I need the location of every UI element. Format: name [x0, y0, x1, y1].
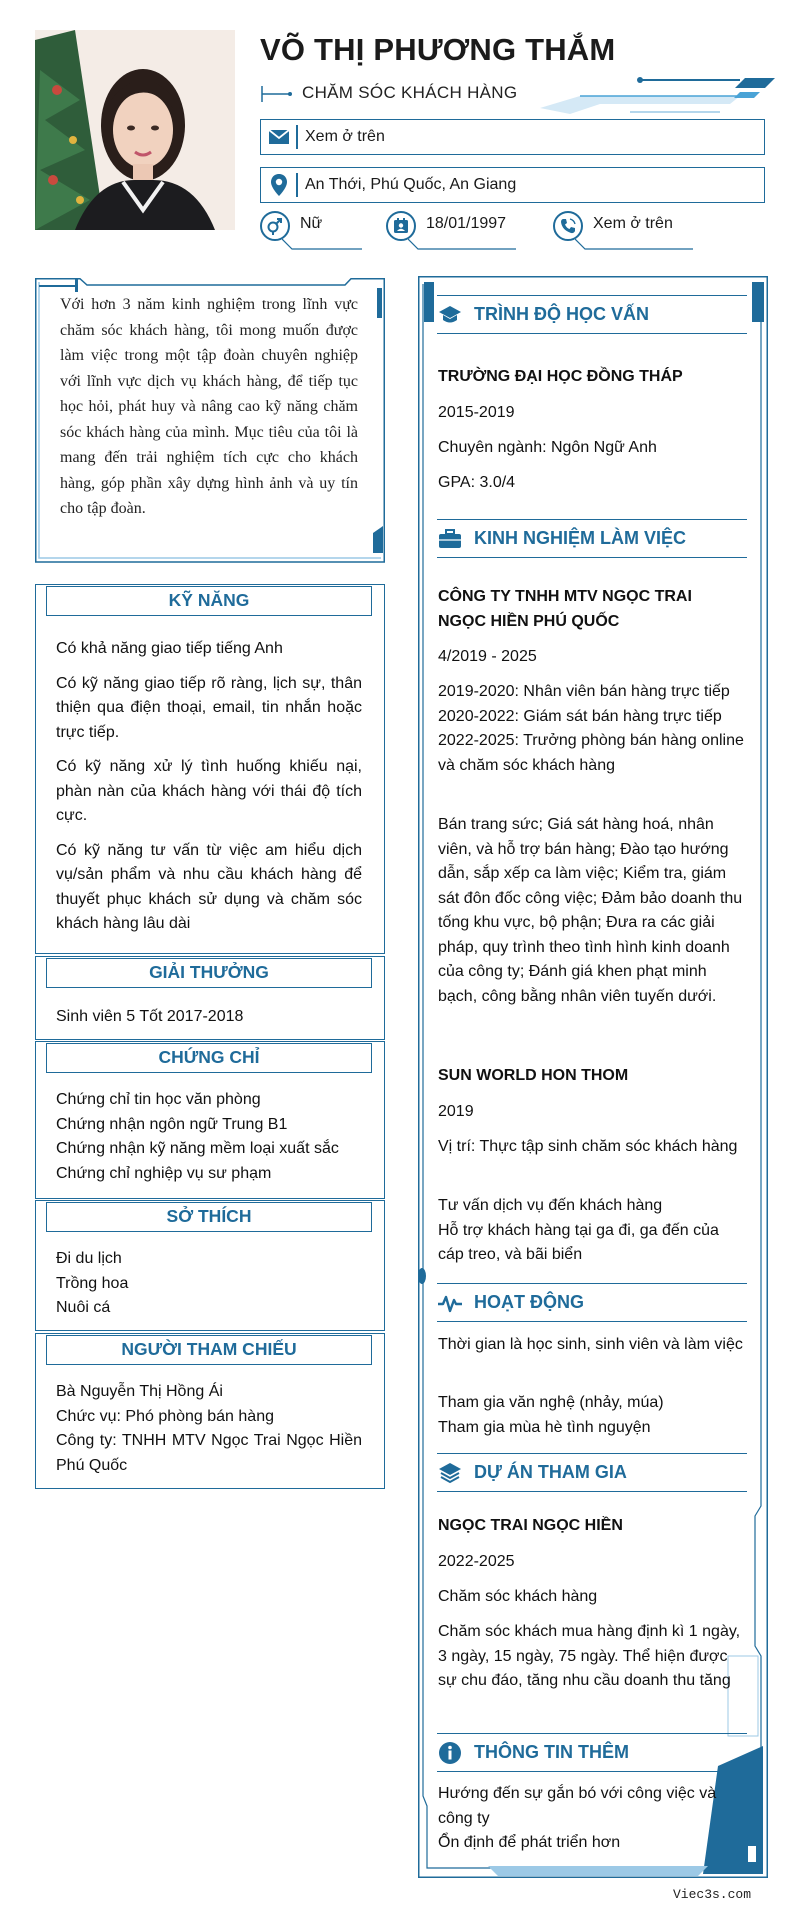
description-line: Tư vấn dịch vụ đến khách hàng	[438, 1197, 663, 1214]
certificates-heading: CHỨNG CHỈ	[46, 1043, 372, 1073]
project-name: NGỌC TRAI NGỌC HIỀN	[438, 1517, 623, 1534]
school-name: TRƯỜNG ĐẠI HỌC ĐỒNG THÁP	[438, 368, 683, 385]
watermark: Viec3s.com	[673, 1887, 752, 1902]
project-period: 2022-2025	[438, 1553, 515, 1570]
education-period: 2015-2019	[438, 404, 515, 421]
activity-item: Tham gia mùa hè tình nguyện	[438, 1419, 651, 1436]
experience-title: KINH NGHIỆM LÀM VIỆC	[474, 528, 687, 548]
hobbies-heading: SỞ THÍCH	[46, 1202, 372, 1232]
certificate-item: Chứng nhận kỹ năng mềm loại xuất sắc	[56, 1140, 339, 1157]
career-objective: Với hơn 3 năm kinh nghiệm trong lĩnh vực chăm sóc khách hàng, tôi mong muốn được làm việc trong một tập đoàn chuyên nghiệp với lĩnh vực dịch vụ khách hàng, để tiếp tục học hỏi, phát huy và nâng cao kỹ năng chăm sóc khách hàng của mình. Mục tiêu của tôi là mang đến trải nghiệm tích cực cho khách hàng, góp phần xây dựng hình ảnh và uy tín cho tập đoàn.	[60, 296, 358, 517]
position-item: 2019-2020: Nhân viên bán hàng trực tiếp	[438, 683, 730, 700]
phone-icon	[553, 211, 583, 241]
activities-header	[437, 1283, 747, 1322]
certificates-section	[35, 1041, 385, 1199]
heartbeat-icon	[437, 1291, 463, 1315]
skill-item: Có kỹ năng xử lý tình huống khiếu nại, phàn nàn của khách hàng với thái độ tích cực.	[56, 758, 362, 824]
reference-item: Công ty: TNHH MTV Ngọc Trai Ngọc Hiền Phú Quốc	[56, 1432, 362, 1474]
phone-value: Xem ở trên	[593, 215, 673, 232]
awards-heading: GIẢI THƯỞNG	[46, 958, 372, 988]
calendar-user-icon	[386, 211, 416, 241]
skill-item: Có kỹ năng giao tiếp rõ ràng, lịch sự, thân thiện qua điện thoại, email, tin nhắn hoặc trực tiếp.	[56, 674, 362, 741]
candidate-name: VÕ THỊ PHƯƠNG THẮM	[260, 32, 616, 67]
job-description	[438, 1194, 748, 1268]
job-period: 2019	[438, 1103, 474, 1120]
job-positions	[438, 680, 748, 778]
position-item: 2020-2022: Giám sát bán hàng trực tiếp	[438, 707, 722, 725]
location-pin-icon	[267, 172, 291, 198]
certificate-item: Chứng chỉ nghiệp vụ sư phạm	[56, 1164, 272, 1182]
activity-item: Tham gia văn nghệ (nhảy, múa)	[438, 1394, 664, 1411]
job-description: Bán trang sức; Giá sát hàng hoá, nhân viên, và hỗ trợ bán hàng; Đào tạo hướng dẫn, sắp xếp ca làm việc; Kiểm tra, giám sát đôn đốc công việc; Đảm bảo doanh thu tống khu vực, bộ phận; Đưa ra các giải pháp, quy trình theo tình hình kinh doanh của công ty; Đánh giá khen phạt minh bạch, công bằng nhân viên tuyến dưới.	[438, 816, 743, 1005]
skills-heading: KỸ NĂNG	[46, 586, 372, 616]
email-row	[260, 119, 765, 155]
envelope-icon	[267, 124, 291, 150]
references-heading: NGƯỜI THAM CHIẾU	[46, 1335, 372, 1365]
gender-row	[260, 211, 365, 251]
education-title: TRÌNH ĐỘ HỌC VẤN	[474, 304, 649, 324]
info-icon	[437, 1741, 463, 1765]
briefcase-icon	[437, 527, 463, 551]
gender-value: Nữ	[300, 215, 323, 232]
company-name: SUN WORLD HON THOM	[438, 1067, 629, 1084]
activities-title: HOẠT ĐỘNG	[474, 1292, 584, 1312]
company-name: CÔNG TY TNHH MTV NGỌC TRAI NGỌC HIỀN PHÚ QUỐC	[438, 588, 692, 630]
description-line: Hỗ trợ khách hàng tại ga đi, ga đến của cáp treo, và bãi biển	[438, 1221, 719, 1263]
address-row	[260, 167, 765, 203]
hobbies-section	[35, 1200, 385, 1331]
experience-header	[437, 519, 747, 558]
hobby-item: Nuôi cá	[56, 1299, 111, 1316]
certificate-item: Chứng chỉ tin học văn phòng	[56, 1091, 261, 1108]
birthday-value: 18/01/1997	[426, 215, 507, 232]
job-position: Vị trí: Thực tập sinh chăm sóc khách hàng	[438, 1138, 738, 1155]
skills-section	[35, 584, 385, 954]
references-section	[35, 1333, 385, 1489]
reference-item: Bà Nguyễn Thị Hồng Ái	[56, 1383, 223, 1400]
job-title: CHĂM SÓC KHÁCH HÀNG	[302, 83, 518, 102]
header-circuit-decoration	[540, 74, 775, 118]
graduation-cap-icon	[437, 303, 463, 327]
skill-item: Có khả năng giao tiếp tiếng Anh	[56, 640, 283, 657]
gender-icon	[260, 211, 290, 241]
email-value: Xem ở trên	[305, 128, 385, 145]
certificate-item: Chứng nhận ngôn ngữ Trung B1	[56, 1115, 288, 1133]
address-value: An Thới, Phú Quốc, An Giang	[305, 176, 517, 193]
award-item: Sinh viên 5 Tốt 2017-2018	[56, 1008, 244, 1025]
education-header	[437, 295, 747, 334]
reference-item: Chức vụ: Phó phòng bán hàng	[56, 1407, 274, 1425]
additional-info-header	[437, 1733, 747, 1772]
additional-item: Ổn định để phát triển hơn	[438, 1834, 621, 1851]
job-period: 4/2019 - 2025	[438, 648, 537, 665]
projects-title: DỰ ÁN THAM GIA	[474, 1462, 627, 1482]
additional-item: Hướng đến sự gắn bó với công việc và công ty	[438, 1785, 717, 1827]
projects-header	[437, 1453, 747, 1492]
education-major: Chuyên ngành: Ngôn Ngữ Anh	[438, 439, 657, 456]
education-gpa: GPA: 3.0/4	[438, 474, 516, 491]
layers-icon	[437, 1461, 463, 1485]
additional-info-title: THÔNG TIN THÊM	[474, 1742, 629, 1762]
activity-item: Thời gian là học sinh, sinh viên và làm việc	[438, 1336, 743, 1353]
awards-section	[35, 956, 385, 1040]
project-description: Chăm sóc khách mua hàng định kì 1 ngày, 3 ngày, 15 ngày, 75 ngày. Thể hiện được sự chu đáo, tăng nhu cầu doanh thu tăng	[438, 1623, 741, 1689]
title-line-decoration	[260, 84, 294, 104]
hobby-item: Trồng hoa	[56, 1274, 129, 1292]
position-item: 2022-2025: Trưởng phòng bán hàng online và chăm sóc khách hàng	[438, 732, 744, 774]
hobby-item: Đi du lịch	[56, 1250, 122, 1267]
skill-item: Có kỹ năng tư vấn từ việc am hiểu dịch vụ/sản phẩm và nhu cầu khách hàng để thuyết phục khách sử dụng và chăm sóc khách hàng lâu dài	[56, 841, 362, 932]
project-role: Chăm sóc khách hàng	[438, 1588, 598, 1605]
phone-row	[553, 211, 693, 251]
birthday-row	[386, 211, 516, 251]
profile-photo	[35, 30, 235, 230]
